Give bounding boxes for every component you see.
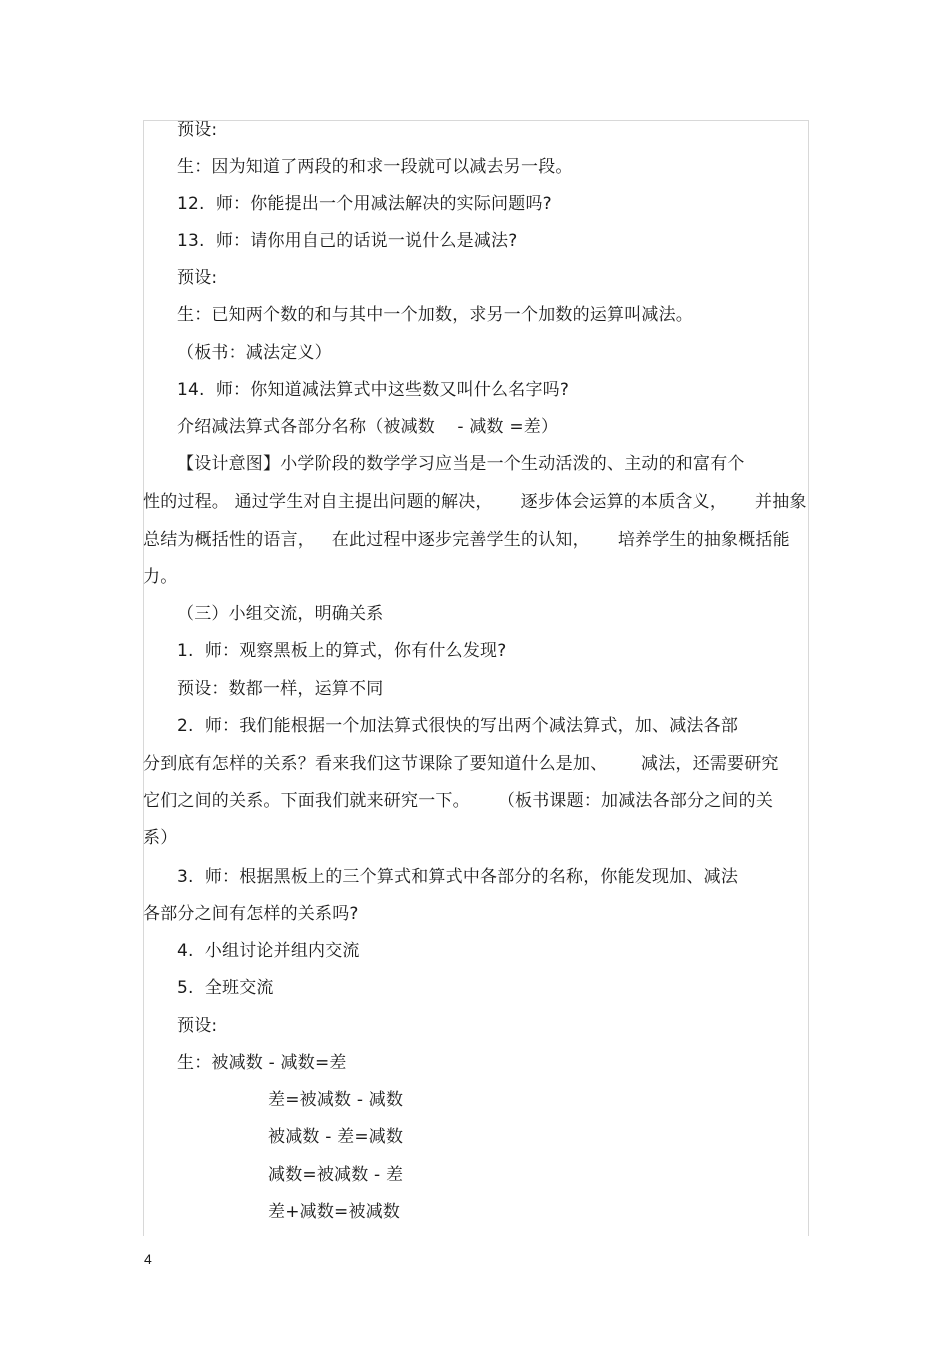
text-line: 13. 师：请你用自己的话说一说什么是减法? bbox=[177, 231, 518, 251]
text-line: 性的过程。 通过学生对自主提出问题的解决， 逐步体会运算的本质含义， 并抽象 bbox=[143, 492, 807, 512]
text-line: 4. 小组讨论并组内交流 bbox=[177, 941, 360, 961]
text-line: 预设: bbox=[177, 120, 218, 140]
text-line: 介绍减法算式各部分名称（被减数 - 减数 =差） bbox=[177, 417, 559, 437]
formula-line: 差=被减数 - 减数 bbox=[268, 1090, 404, 1110]
text-line: 预设: bbox=[177, 1016, 218, 1036]
text-line: 系） bbox=[143, 828, 178, 848]
text-line: 力。 bbox=[143, 567, 178, 587]
text-line: 1. 师：观察黑板上的算式，你有什么发现? bbox=[177, 641, 507, 661]
formula-line: 减数=被减数 - 差 bbox=[268, 1165, 404, 1185]
text-line: 3. 师：根据黑板上的三个算式和算式中各部分的名称，你能发现加、减法 bbox=[177, 867, 739, 887]
formula-line: 生：被减数 - 减数=差 bbox=[177, 1053, 347, 1073]
text-line: 它们之间的关系。下面我们就来研究一下。 （板书课题：加减法各部分之间的关 bbox=[143, 791, 774, 811]
text-line: 分到底有怎样的关系？看来我们这节课除了要知道什么是加、 减法，还需要研究 bbox=[143, 754, 779, 774]
text-line: 总结为概括性的语言， 在此过程中逐步完善学生的认知， 培养学生的抽象概括能 bbox=[143, 530, 790, 550]
text-line: 5. 全班交流 bbox=[177, 978, 274, 998]
text-line: 预设：数都一样，运算不同 bbox=[177, 679, 384, 699]
text-line: 各部分之间有怎样的关系吗? bbox=[143, 904, 359, 924]
section-heading: （三）小组交流，明确关系 bbox=[177, 604, 384, 624]
text-line: （板书：减法定义） bbox=[177, 343, 332, 363]
page-number: 4 bbox=[144, 1251, 152, 1267]
text-line: 生：已知两个数的和与其中一个加数，求另一个加数的运算叫减法。 bbox=[177, 305, 693, 325]
formula-line: 被减数 - 差=减数 bbox=[268, 1127, 404, 1147]
text-line: 【设计意图】小学阶段的数学学习应当是一个生动活泼的、主动的和富有个 bbox=[177, 454, 745, 474]
text-line: 生：因为知道了两段的和求一段就可以减去另一段。 bbox=[177, 157, 573, 177]
text-line: 14. 师：你知道减法算式中这些数又叫什么名字吗? bbox=[177, 380, 570, 400]
text-line: 预设: bbox=[177, 268, 218, 288]
text-line: 2. 师：我们能根据一个加法算式很快的写出两个减法算式，加、减法各部 bbox=[177, 716, 739, 736]
text-line: 12. 师：你能提出一个用减法解决的实际问题吗? bbox=[177, 194, 552, 214]
formula-line: 差+减数=被减数 bbox=[268, 1202, 401, 1222]
